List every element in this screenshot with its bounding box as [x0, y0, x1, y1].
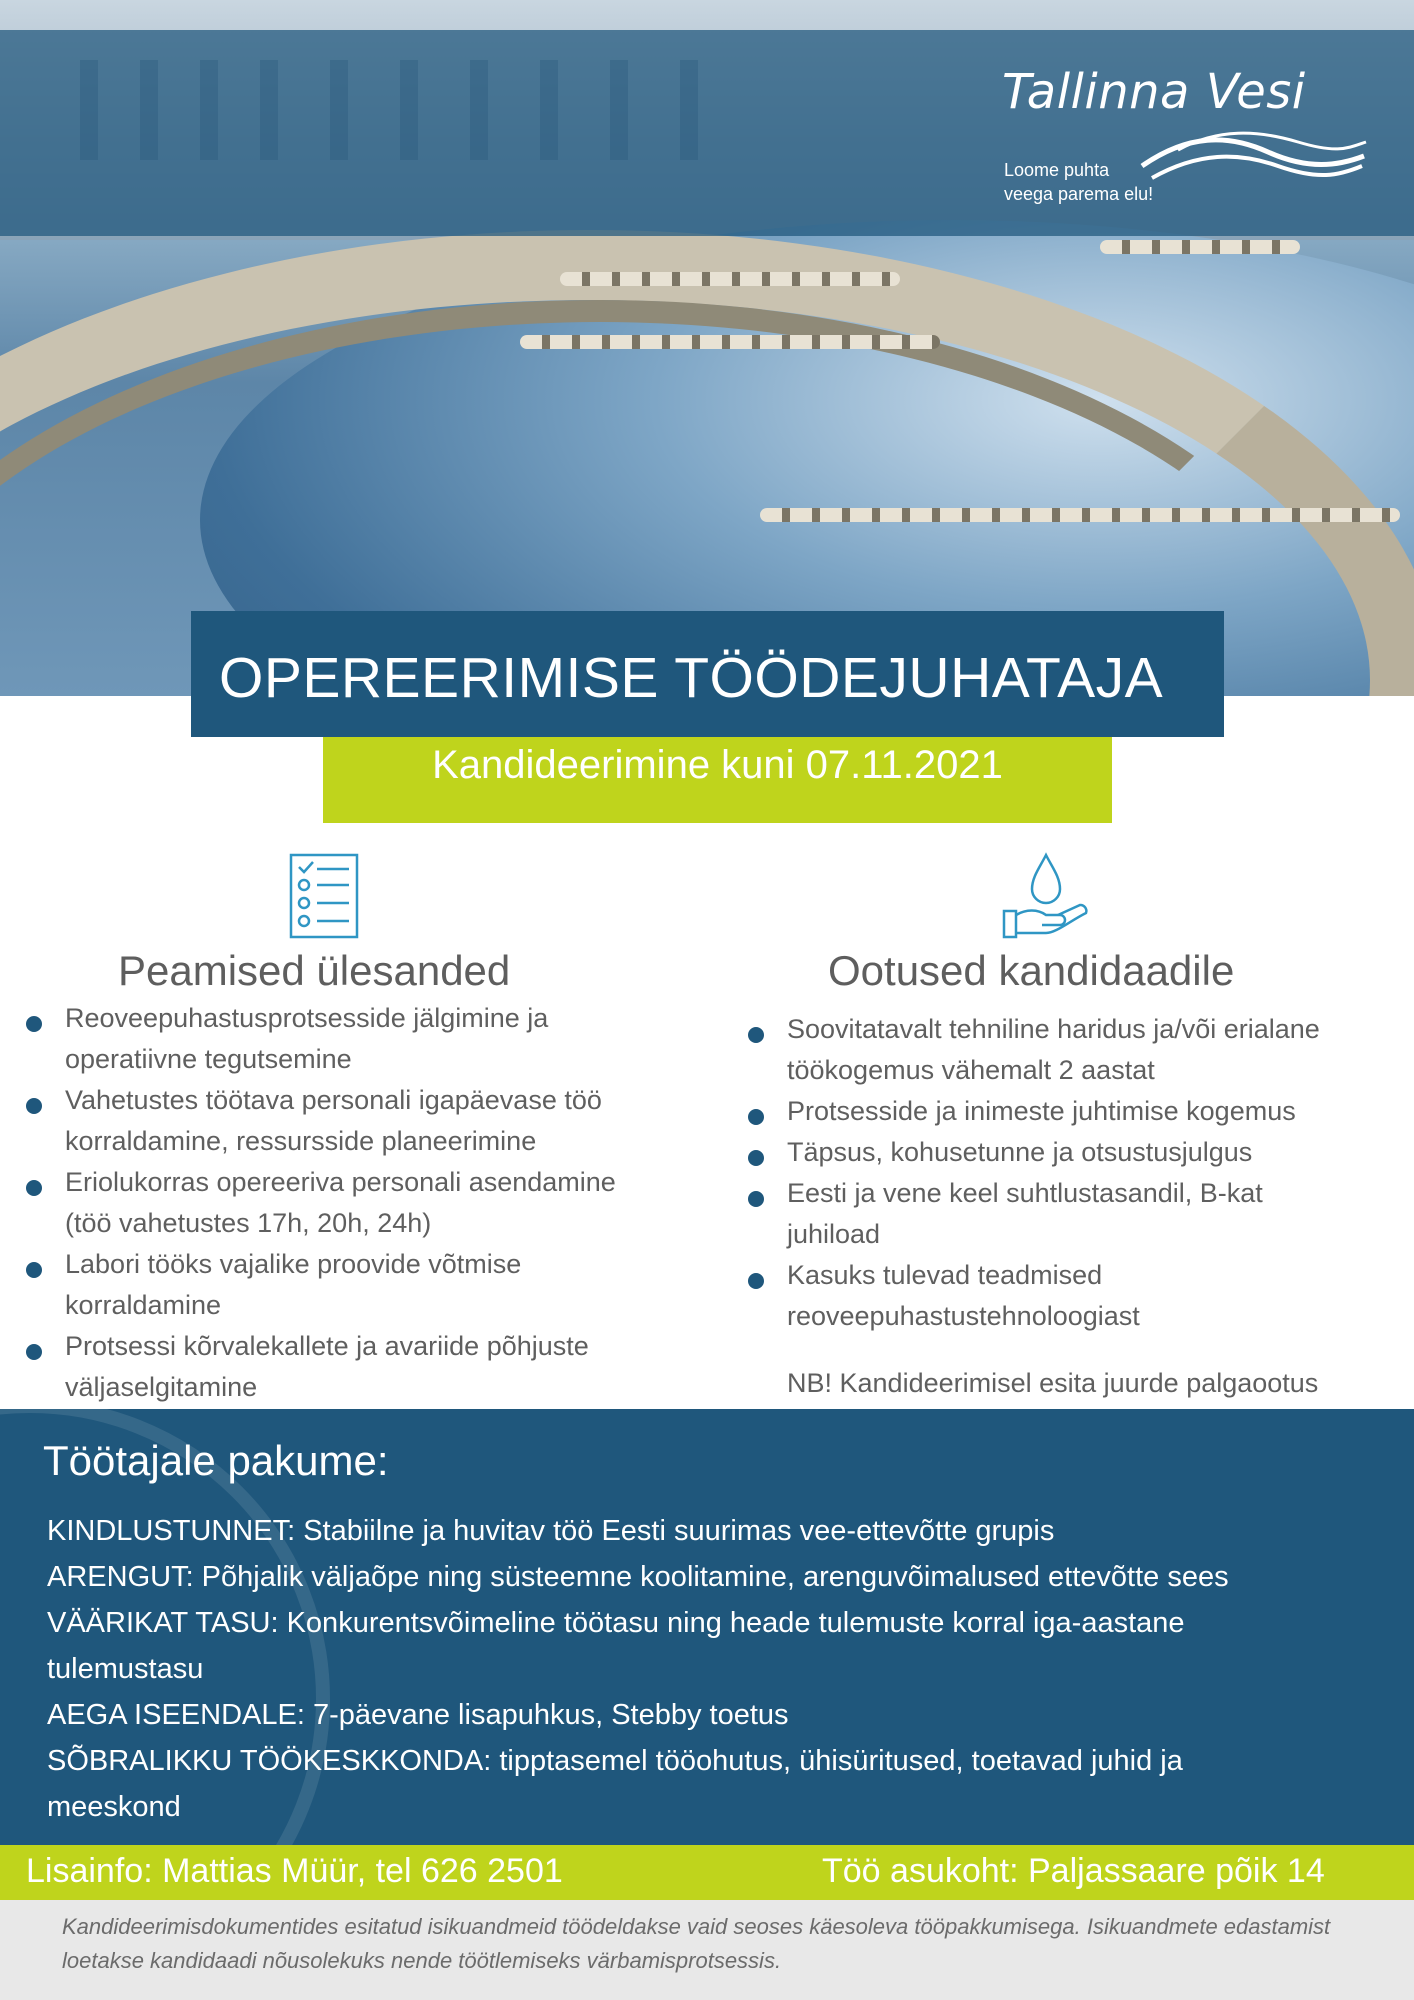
list-item: Täpsus, kohusetunne ja otsustusjulgus: [787, 1132, 1407, 1173]
tallinna-vesi-logo: [1002, 64, 1382, 214]
benefit-row: tulemustasu: [47, 1653, 204, 1685]
tagline-line-1: Loome puhta: [1004, 160, 1110, 180]
bullet-icon: [748, 1150, 764, 1166]
benefit-row: SÕBRALIKKU TÖÖKESKKONDA: tipptasemel tööohutus, ühisüritused, toetavad juhid ja: [47, 1745, 1183, 1777]
bullet-icon: [26, 1016, 42, 1032]
list-item: Reoveepuhastusprotsesside jälgimine ja operatiivne tegutsemine: [65, 998, 705, 1080]
checklist-icon: [289, 853, 359, 939]
benefit-row: KINDLUSTUNNET: Stabiilne ja huvitav töö Eesti suurimas vee-ettevõtte grupis: [47, 1515, 1055, 1547]
job-title-banner: [191, 611, 1224, 737]
list-item: Protsessi kõrvalekallete ja avariide põhjuste väljaselgitamine: [65, 1326, 705, 1408]
bullet-icon: [26, 1180, 42, 1196]
bullet-icon: [748, 1109, 764, 1125]
benefits-section: [0, 1409, 1414, 1845]
list-item: Protsesside ja inimeste juhtimise kogemus: [787, 1091, 1407, 1132]
hand-water-drop-icon: [1000, 851, 1092, 941]
brand-name: Tallinna Vesi: [1002, 64, 1306, 120]
bullet-icon: [748, 1273, 764, 1289]
tasks-list: [65, 998, 705, 1408]
contact-bar: [0, 1845, 1414, 1900]
bullet-icon: [26, 1344, 42, 1360]
hero-photo: [0, 0, 1414, 696]
benefit-row: AEGA ISEENDALE: 7-päevane lisapuhkus, Stebby toetus: [47, 1699, 789, 1731]
benefit-row: meeskond: [47, 1791, 181, 1823]
list-item: Eesti ja vene keel suhtlustasandil, B-kat juhiload: [787, 1173, 1407, 1255]
deadline-banner: [323, 737, 1112, 823]
list-item: Eriolukorras opereeriva personali asendamine (töö vahetustes 17h, 20h, 24h): [65, 1162, 705, 1244]
privacy-text: Kandideerimisdokumentides esitatud isikuandmeid töödeldakse vaid seoses käesoleva tööpakkumisega. Isikuandmete edastamist loetakse kandidaadi nõusolekuks nende töötlemiseks värbamisprotsessis.: [62, 1914, 1331, 1973]
bullet-icon: [748, 1191, 764, 1207]
expectations-list: [787, 1009, 1407, 1337]
list-item: Soovitatavalt tehniline haridus ja/või erialane töökogemus vähemalt 2 aastat: [787, 1009, 1407, 1091]
work-location: Töö asukoht: Paljassaare põik 14: [822, 1852, 1325, 1890]
salary-note: NB! Kandideerimisel esita juurde palgaootus: [787, 1368, 1319, 1398]
tasks-heading: Peamised ülesanded: [118, 947, 511, 994]
bullet-icon: [26, 1262, 42, 1278]
expectations-heading: Ootused kandidaadile: [828, 947, 1235, 994]
contact-info: Lisainfo: Mattias Müür, tel 626 2501: [26, 1852, 563, 1890]
job-title: OPEREERIMISE TÖÖDEJUHATAJA: [219, 646, 1164, 710]
waves-icon: [1138, 126, 1368, 186]
list-item: Labori tööks vajalike proovide võtmise korraldamine: [65, 1244, 705, 1326]
benefits-heading: Töötajale pakume:: [43, 1437, 389, 1484]
list-item: Kasuks tulevad teadmised reoveepuhastustehnoloogiast: [787, 1255, 1407, 1337]
privacy-notice: [0, 1900, 1414, 2000]
benefit-row: VÄÄRIKAT TASU: Konkurentsvõimeline töötasu ning heade tulemuste korral iga-aastane: [47, 1607, 1185, 1639]
list-item: Vahetustes töötava personali igapäevase töö korraldamine, ressursside planeerimine: [65, 1080, 705, 1162]
tagline-line-2: veega parema elu!: [1004, 184, 1154, 204]
deadline-text: Kandideerimine kuni 07.11.2021: [432, 743, 1003, 787]
bullet-icon: [748, 1027, 764, 1043]
benefit-row: ARENGUT: Põhjalik väljaõpe ning süsteemne koolitamine, arenguvõimalused ettevõtte sees: [47, 1561, 1229, 1593]
bullet-icon: [26, 1098, 42, 1114]
